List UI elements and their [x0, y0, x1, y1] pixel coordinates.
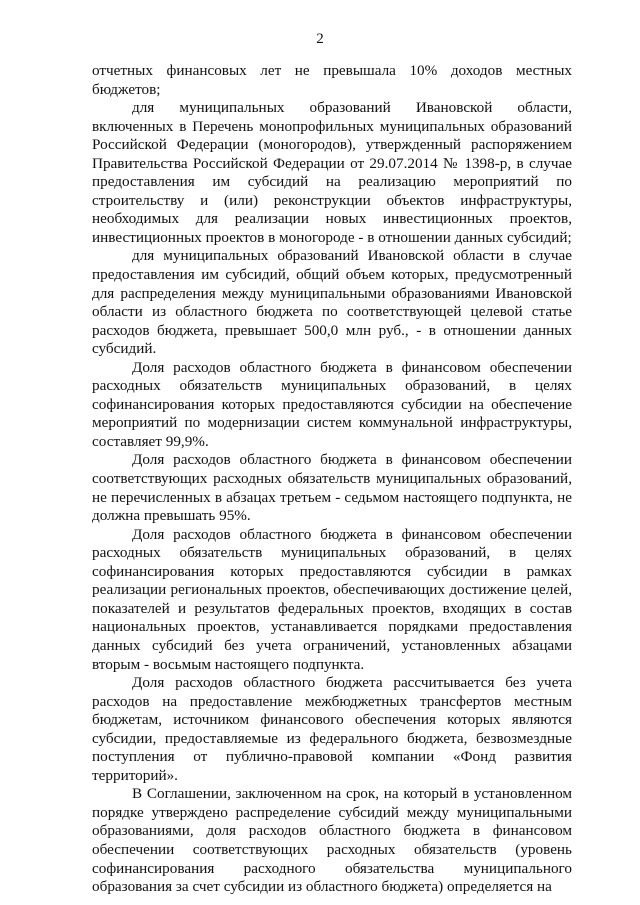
paragraph-3: для муниципальных образований Ивановской области в случае предоставления им субсидий, общий объем которых, предусмотренный для распределения между муниципальными образованиями Ивановской области из областного бюджета по соответствующей целевой статье расходов бюджета, превышает 500,0 млн руб., - в отношении данных субсидий. — [92, 247, 572, 358]
paragraph-6: Доля расходов областного бюджета в финансовом обеспечении расходных обязательств муниципальных образований, в целях софинансирования которых предоставляются субсидии в рамках реализации региональных проектов, обеспечивающих достижение целей, показателей и результатов федеральных проектов, входящих в состав национальных проектов, устанавливается порядками предоставления данных субсидий без учета ограничений, установленных абзацами вторым - восьмым настоящего подпункта. — [92, 525, 572, 673]
paragraph-5: Доля расходов областного бюджета в финансовом обеспечении соответствующих расходных обязательств муниципальных образований, не перечисленных в абзацах третьем - седьмом настоящего подпункта, не должна превышать 95%. — [92, 451, 572, 525]
page-number: 2 — [316, 31, 324, 47]
paragraph-8: В Соглашении, заключенном на срок, на который в установленном порядке утверждено распределение субсидий между муниципальными образованиями, доля расходов областного бюджета в финансовом обеспечении соответствующих расходных обязательств (уровень софинансирования расходного обязательства муниципального образования за счет субсидии из областного бюджета) определяется на — [92, 785, 572, 896]
paragraph-2: для муниципальных образований Ивановской области, включенных в Перечень монопрофильных муниципальных образований Российской Федерации (моногородов), утвержденный распоряжением Правительства Российской Федерации от 29.07.2014 № 1398-р, в случае предоставления им субсидий на реализацию мероприятий по строительству и (или) реконструкции объектов инфраструктуры, необходимых для реализации новых инвестиционных проектов, инвестиционных проектов в моногороде - в отношении данных субсидий; — [92, 99, 572, 246]
paragraph-7: Доля расходов областного бюджета рассчитывается без учета расходов на предоставление межбюджетных трансфертов местным бюджетам, источником финансового обеспечения которых являются субсидии, предоставляемые из федерального бюджета, безвозмездные поступления от публично-правовой компании «Фонд развития территорий». — [92, 674, 572, 784]
document-body — [92, 62, 572, 897]
paragraph-4: Доля расходов областного бюджета в финансовом обеспечении расходных обязательств муниципальных образований, в целях софинансирования которых предоставляются субсидии на обеспечение мероприятий по модернизации систем коммунальной инфраструктуры, составляет 99,9%. — [92, 358, 572, 450]
paragraph-1: отчетных финансовых лет не превышала 10% доходов местных бюджетов; — [92, 62, 572, 98]
